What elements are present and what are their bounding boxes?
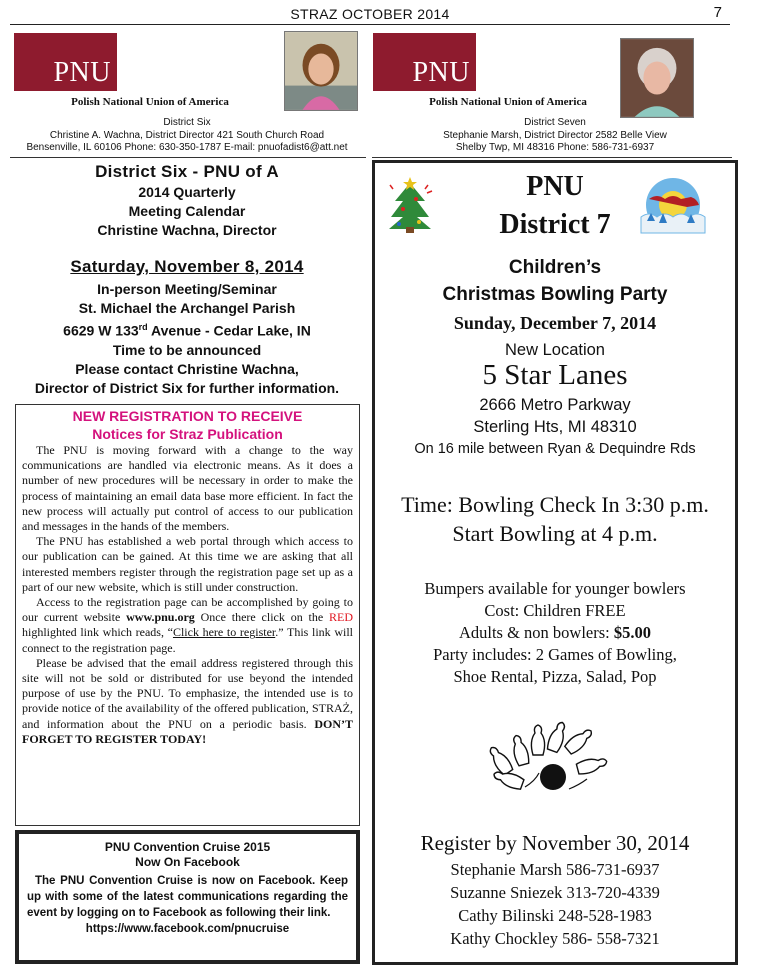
new-location-label: New Location: [505, 341, 605, 359]
district6-subtitle: 2014 Quarterly Meeting Calendar Christine Wachna, Director: [97, 184, 277, 238]
pnu-website-link[interactable]: www.pnu.org: [126, 610, 195, 625]
paragraph: The PNU is moving forward with a change to the way communications are handled via electronic means. As it does a number of new procedures will be necessary in order to make the process of maintaining an email data base more efficient. In fact the new process will actually put control of access to our publication and messages in the hands of the members.: [22, 443, 353, 534]
venue-directions: On 16 mile between Ryan & Dequindre Rds: [414, 441, 696, 457]
register-deadline: Register by November 30, 2014: [420, 831, 690, 855]
divider: [372, 157, 732, 158]
cruise-heading: PNU Convention Cruise 2015: [104, 840, 271, 854]
district7-contact: District Seven Stephanie Marsh, District Director 2582 Belle View Shelby Twp, MI 48316 Phone: 586-731-6937: [443, 117, 667, 153]
union-name-left: Polish National Union of America: [71, 96, 229, 108]
children-cost: Cost: Children FREE: [484, 601, 626, 620]
flyer-title-district: District 7: [499, 209, 611, 240]
district6-contact: District Six Christine A. Wachna, District Director 421 South Church Road Bensenville, IL 60106 Phone: 630-350-1787 E-mail: pnuofadist6@att.net: [26, 117, 348, 153]
paragraph: The PNU has established a web portal through which access to our publication can be gained. At this time we are asking that all interested members register through the registration page set up as a part of our new website, which is still under construction.: [22, 534, 353, 594]
meeting-info: In-person Meeting/Seminar St. Michael the Archangel Parish 6629 W 133rd Avenue - Cedar Lake, IN Time to be announced Please contact Christine Wachna, Director of District Six for further information.: [34, 281, 340, 396]
cruise-notice: [15, 830, 360, 964]
party-includes-line1: Party includes: 2 Games of Bowling,: [433, 645, 677, 664]
district6-title: District Six - PNU of A: [95, 162, 279, 181]
venue-name: 5 Star Lanes: [482, 359, 628, 391]
contact-row: Cathy Bilinski 248-528-1983: [458, 906, 652, 925]
event-title-line1: Children’s: [508, 257, 602, 278]
contact-row: Suzanne Sniezek 313-720-4339: [450, 883, 660, 902]
party-includes-line2: Shoe Rental, Pizza, Salad, Pop: [453, 667, 657, 686]
checkin-time: Time: Bowling Check In 3:30 p.m.: [401, 492, 709, 517]
flyer-title-pnu: PNU: [526, 171, 584, 202]
page-number: 7: [713, 4, 722, 21]
register-link[interactable]: Click here to register: [172, 625, 276, 640]
event-title-line2: Christmas Bowling Party: [442, 284, 668, 305]
venue-address-line1: 2666 Metro Parkway: [479, 396, 631, 414]
divider: [10, 157, 366, 158]
bowling-pins-icon: [485, 715, 615, 795]
page-header-title: STRAZ OCTOBER 2014: [290, 6, 450, 22]
bumpers-note: Bumpers available for younger bowlers: [424, 579, 686, 598]
union-name-right: Polish National Union of America: [429, 96, 587, 108]
facebook-link[interactable]: https://www.facebook.com/pnucruise: [85, 923, 290, 935]
district7-flyer: [372, 160, 738, 965]
contact-row: Stephanie Marsh 586-731-6937: [450, 860, 660, 879]
cruise-subheading: Now On Facebook: [135, 855, 240, 869]
start-time: Start Bowling at 4 p.m.: [452, 521, 658, 546]
event-date: Sunday, December 7, 2014: [453, 313, 657, 333]
director-photo-christine: [284, 31, 358, 111]
adult-cost: Adults & non bowlers: $5.00: [458, 623, 652, 642]
header-rule: [10, 24, 730, 25]
registration-heading: NEW REGISTRATION TO RECEIVE: [72, 408, 303, 424]
contact-row: Kathy Chockley 586- 558-7321: [450, 929, 660, 948]
cruise-body: The PNU Convention Cruise is now on Facebook. Keep up with some of the latest communications regarding the event by logging on to Facebook as following their link.: [27, 875, 348, 919]
paragraph: Please be advised that the email address registered through this site will not be sold or distributed for use beyond the intended purpose of use by the PNU. To emphasize, the intended use is to provide notice of the availability of the offered publication, STRAŻ, and information about the PNU on a periodic basis. DON’T FORGET TO REGISTER TODAY!: [22, 655, 353, 746]
pnu-logo: PNU: [14, 33, 117, 91]
registration-article: [15, 404, 360, 826]
venue-address-line2: Sterling Hts, MI 48310: [473, 418, 637, 436]
meeting-date: Saturday, November 8, 2014: [70, 257, 304, 276]
registration-subheading: Notices for Straz Publication: [92, 426, 283, 442]
paragraph: Access to the registration page can be accomplished by going to our current website www.pnu.org Once there click on the RED highlighted link which reads, “Click here to register.” This link will connect to the registration page.: [22, 595, 354, 655]
pnu-logo: PNU: [373, 33, 476, 91]
